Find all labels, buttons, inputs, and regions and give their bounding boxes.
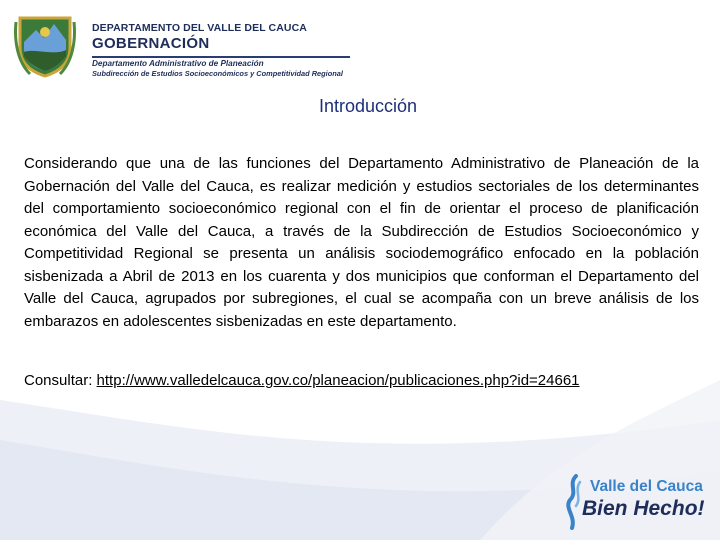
consult-line [24, 372, 580, 389]
brand-logo [562, 470, 712, 532]
page-title: Introducción [318, 96, 418, 116]
government-name: GOBERNACIÓN [92, 35, 210, 52]
consult-link[interactable]: http://www.valledelcauca.gov.co/planeacion/publicaciones.php?id=24661 [96, 372, 580, 389]
intro-paragraph: Considerando que una de las funciones del Departamento Administrativo de Planeación de la Gobernación del Valle del Cauca, es realizar medición y estudios sectoriales de los determinantes del comportamiento socioeconómico regional con el fin de orientar el proceso de planificación económica del Valle del Cauca, a través de la Subdirección de Estudios Socioeconómico y Competitividad Regional se presenta un análisis sociodemográfico enfocado en la población sisbenizada a Abril de 2013 en los cuarenta y dos municipios que conforman el Departamento del Valle del Cauca, agrupados por subregiones, el cual se acompaña con un breve análisis de los embarazos en adolescentes sisbenizadas en este departamento. [24, 155, 699, 330]
department-crest-icon [14, 12, 76, 78]
brand-line-2: Bien Hecho! [582, 497, 705, 520]
department-name: DEPARTAMENTO DEL VALLE DEL CAUCA [92, 22, 307, 34]
header-subtitle-2: Subdirección de Estudios Socioeconómicos y Competitividad Regional [92, 69, 343, 78]
header-subtitle-1: Departamento Administrativo de Planeación [92, 59, 264, 68]
header-logo [10, 8, 350, 80]
brand-line-1: Valle del Cauca [590, 478, 703, 495]
consult-label: Consultar: [24, 372, 97, 389]
header-divider [92, 56, 350, 58]
